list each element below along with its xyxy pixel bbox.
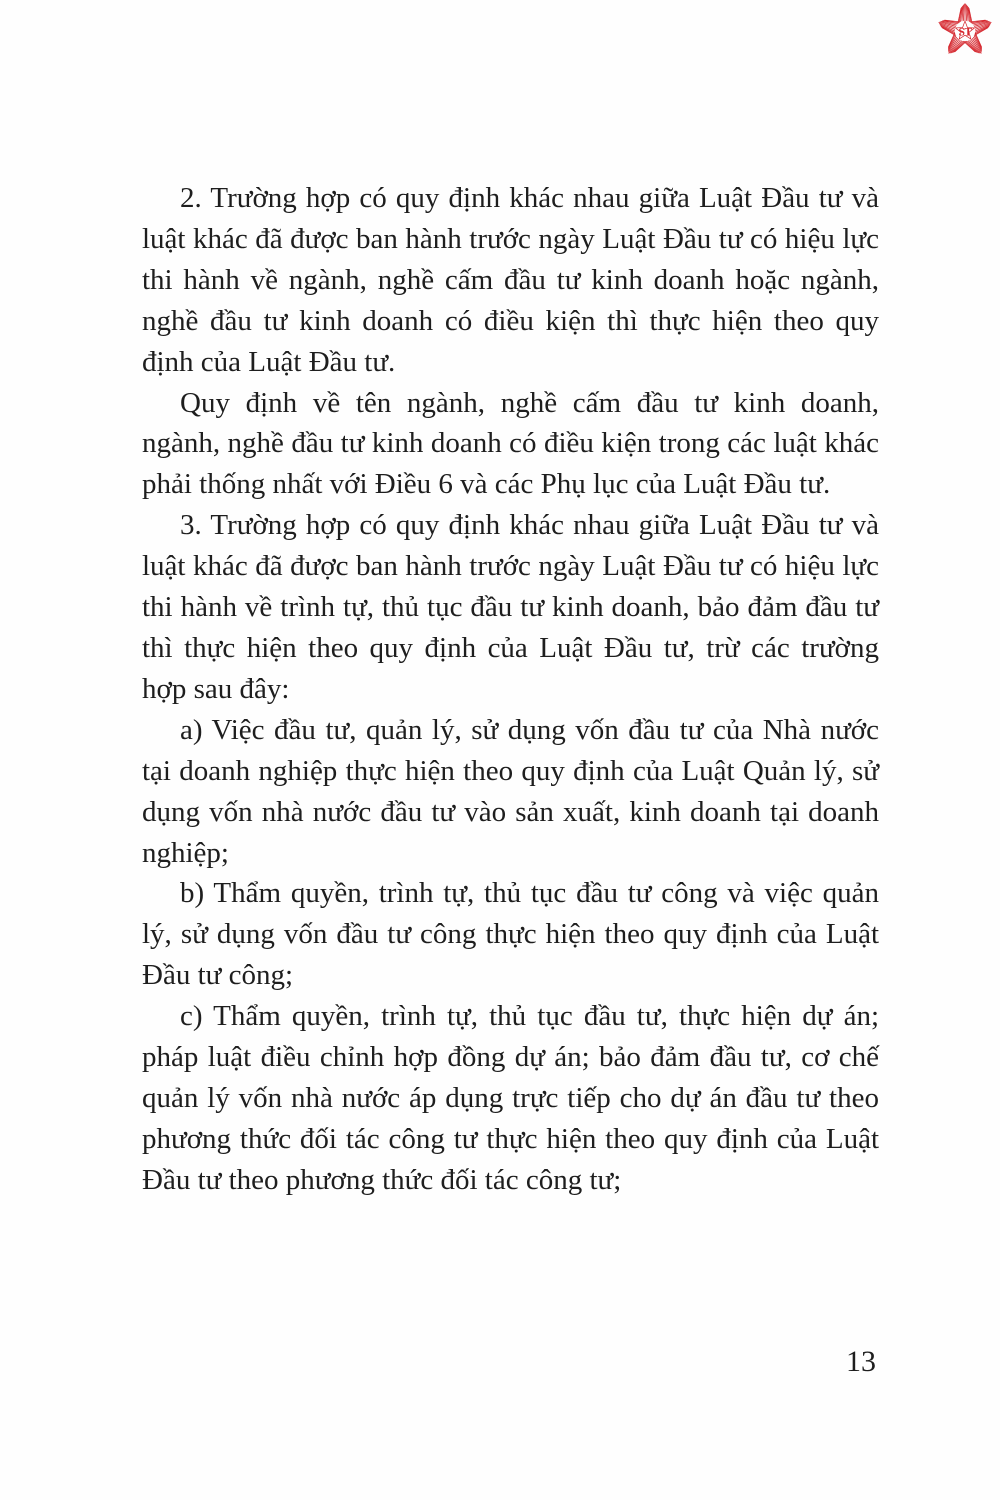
page-number: 13 [846, 1345, 876, 1378]
paragraph-point-b: b) Thẩm quyền, trình tự, thủ tục đầu tư công và việc quản lý, sử dụng vốn đầu tư công thực hiện theo quy định của Luật Đầu tư công; [142, 877, 879, 992]
starburst-icon [932, 2, 998, 60]
paragraph-clause-2-note: Quy định về tên ngành, nghề cấm đầu tư kinh doanh, ngành, nghề đầu tư kinh doanh có điều kiện trong các luật khác phải thống nhất với Điều 6 và các Phụ lục của Luật Đầu tư. [142, 386, 879, 501]
publisher-logo-icon [932, 2, 998, 60]
paragraph-point-a: a) Việc đầu tư, quản lý, sử dụng vốn đầu tư của Nhà nước tại doanh nghiệp thực hiện theo quy định của Luật Quản lý, sử dụng vốn nhà nước đầu tư vào sản xuất, kinh doanh tại doanh nghiệp; [142, 713, 879, 869]
page-body-text [142, 178, 879, 1201]
paragraph-clause-3: 3. Trường hợp có quy định khác nhau giữa Luật Đầu tư và luật khác đã được ban hành trước ngày Luật Đầu tư có hiệu lực thi hành về trình tự, thủ tục đầu tư kinh doanh, bảo đảm đầu tư thì thực hiện theo quy định của Luật Đầu tư, trừ các trường hợp sau đây: [142, 509, 879, 705]
publisher-monogram: ST [958, 26, 972, 39]
paragraph-clause-2: 2. Trường hợp có quy định khác nhau giữa Luật Đầu tư và luật khác đã được ban hành trước ngày Luật Đầu tư có hiệu lực thi hành về ngành, nghề cấm đầu tư kinh doanh hoặc ngành, nghề đầu tư kinh doanh có điều kiện thì thực hiện theo quy định của Luật Đầu tư. [142, 182, 879, 378]
paragraph-point-c: c) Thẩm quyền, trình tự, thủ tục đầu tư, thực hiện dự án; pháp luật điều chỉnh hợp đồng dự án; bảo đảm đầu tư, cơ chế quản lý vốn nhà nước áp dụng trực tiếp cho dự án đầu tư theo phương thức đối tác công tư thực hiện theo quy định của Luật Đầu tư theo phương thức đối tác công tư; [142, 1000, 879, 1196]
